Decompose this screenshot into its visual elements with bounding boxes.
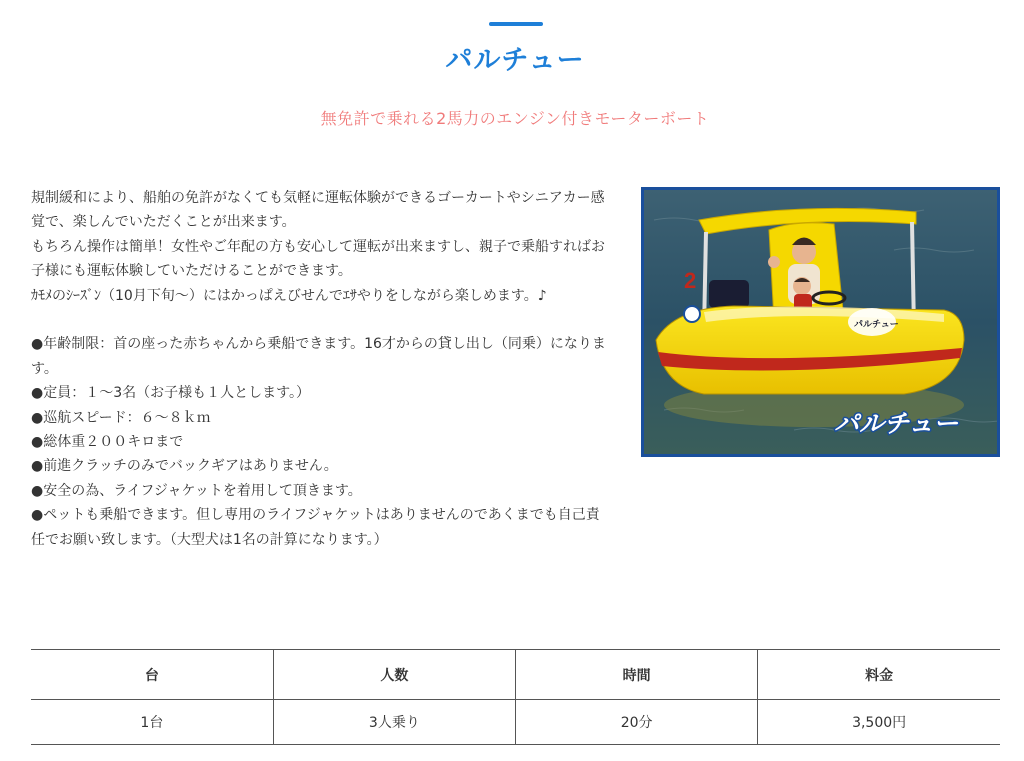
description-block [31,186,611,552]
rule-item-clutch: ●前進クラッチのみでバックギアはありません。 [31,458,338,475]
outboard-motor [709,280,749,308]
page-title: パルチュー [445,45,585,76]
table-cell-people: 3人乗り [273,700,515,745]
boat-photo [641,187,1000,457]
photo-caption: パルチュー [834,409,959,438]
column-header-price: 料金 [758,650,1000,700]
table-header-row [31,650,1000,700]
rule-item-pets: ●ペットも乗船できます。但し専用のライフジャケットはありませんのであくまでも自己責任でお願い致します。（大型犬は1名の計算になります。） [31,507,600,548]
rule-item-age: ●年齢制限：首の座った赤ちゃんから乗船できます。16才からの貸し出し（同乗）になります。 [31,336,606,377]
description-paragraph: もちろん操作は簡単！女性やご年配の方も安心して運転が出来ますし、親子で乗船すればお子様にも運転体験していただけることができます。 [31,238,605,280]
paragraph-spacer [31,308,611,332]
rule-item-capacity: ●定員：１～3名（お子様も１人とします。） [31,385,311,402]
rule-item-lifejacket: ●安全の為、ライフジャケットを着用して頂きます。 [31,482,362,499]
boat-illustration [644,190,997,454]
price-table [31,649,1000,745]
column-header-people: 人数 [273,650,515,700]
rule-item-weight: ●総体重２００キロまで [31,434,184,451]
table-cell-time: 20分 [516,700,758,745]
description-paragraph: ｶﾓﾒのｼｰｽﾞﾝ（10月下旬～）にはかっぱえびせんでｴｻやりをしながら楽しめます。♪ [31,287,547,304]
rule-item-speed: ●巡航スピード：６～８ｋｍ [31,409,211,426]
page-subtitle: 無免許で乗れる2馬力のエンジン付きモーターボート [320,109,710,128]
title-accent-bar [489,22,543,26]
table-row [31,700,1000,745]
hull-sticker-text: パルチュー [854,320,899,330]
hull-number: 2 [684,268,697,293]
hull-badge [684,306,700,322]
column-header-boats: 台 [31,650,273,700]
table-cell-boats: 1台 [31,700,273,745]
column-header-time: 時間 [516,650,758,700]
description-paragraph: 規制緩和により、船舶の免許がなくても気軽に運転体験ができるゴーカートやシニアカー感覚で、楽しんでいただくことが出来ます。 [31,190,605,231]
table-cell-price: 3,500円 [758,700,1000,745]
